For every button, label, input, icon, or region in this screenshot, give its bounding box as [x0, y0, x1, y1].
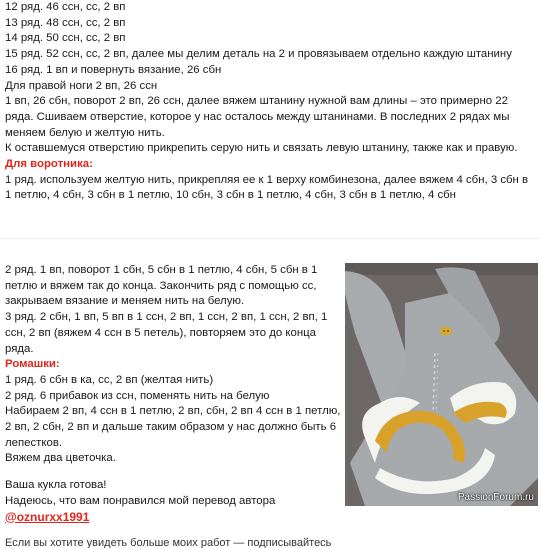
chamomile-petals: Набираем 2 вп, 4 ссн в 1 петлю, 2 вп, сбн, 2 вп 4 ссн в 1 петлю, 2 вп, 2 сбн, 2 вп и дальше таким образом у нас должно быть 6 лепестков. [5, 405, 341, 449]
row-line-13: 13 ряд. 48 ссн, сс, 2 вп [5, 16, 126, 29]
collar-row3: 3 ряд. 2 сбн, 1 вп, 5 вп в 1 ссн, 2 вп, 1 ссн, 2 вп, 1 ссн, 2 вп, 1 ссн, 2 вп (вяжем 4 ссн в 5 петель), повторяем это до конца ряда. [5, 311, 328, 355]
instructions-top [5, 0, 537, 204]
collar-heading: Для воротника: [5, 158, 93, 171]
chamomile-row1: 1 ряд. 6 сбн в ка, сс, 2 вп (желтая нить) [5, 373, 214, 386]
crochet-photo [345, 263, 538, 506]
collar-row1-text: 1 ряд. используем желтую нить, прикрепляя ее к 1 верху комбинезона, далее вяжем 4 сбн, 3 сбн в 1 петлю, 4 сбн, 3 сбн в 1 петлю, 10 сбн, 3 сбн в 1 петлю, 4 сбн, 3 сбн в 1 петлю, 4 сбн [5, 173, 529, 202]
left-leg-paragraph: К оставшемуся отверстию прикрепить серую нить и связать левую штанину, также как и правую. [5, 142, 518, 155]
crochet-romper-illustration [345, 263, 538, 506]
doll-ready: Ваша кукла готова! [5, 479, 107, 492]
author-link[interactable]: @oznurxx1991 [5, 509, 90, 524]
page-divider [0, 238, 540, 239]
leg-paragraph: 1 вп, 26 сбн, поворот 2 вп, 26 ссн, далее вяжем штанину нужной вам длины – это примерно 22 ряда. Сшиваем отверстие, которое у нас осталось между штанинами. В последних 2 рядах мы меняем белую и желтую нить. [5, 95, 510, 139]
chamomile-two-flowers: Вяжем два цветочка. [5, 452, 116, 465]
row-line-15: 15 ряд. 52 ссн, сс, 2 вп, далее мы делим деталь на 2 и провязываем отдельно каждую штанину [5, 48, 512, 61]
row-line-16: 16 ряд. 1 вп и повернуть вязание, 26 сбн [5, 63, 222, 76]
watermark: PassionForum.ru [457, 492, 534, 503]
translation-note: Надеюсь, что вам понравился мой перевод автора [5, 494, 276, 507]
row-line-14: 14 ряд. 50 ссн, сс, 2 вп [5, 32, 126, 45]
instructions-bottom [5, 263, 341, 525]
collar-row2: 2 ряд. 1 вп, поворот 1 сбн, 5 сбн в 1 петлю, 4 сбн, 5 сбн в 1 петлю и вяжем так до конца. Закончить ряд с помощью сс, закрываем вязание и меняем нить на белую. [5, 264, 318, 308]
row-line-12: 12 ряд. 46 ссн, сс, 2 вп [5, 1, 126, 13]
right-leg-line: Для правой ноги 2 вп, 26 ссн [5, 79, 158, 92]
cut-off-bottom-line: Если вы хотите увидеть больше моих работ — подписывайтесь [5, 537, 332, 548]
chamomile-row2: 2 ряд. 6 прибавок из ссн, поменять нить на белую [5, 389, 270, 402]
chamomile-heading: Ромашки: [5, 358, 60, 371]
